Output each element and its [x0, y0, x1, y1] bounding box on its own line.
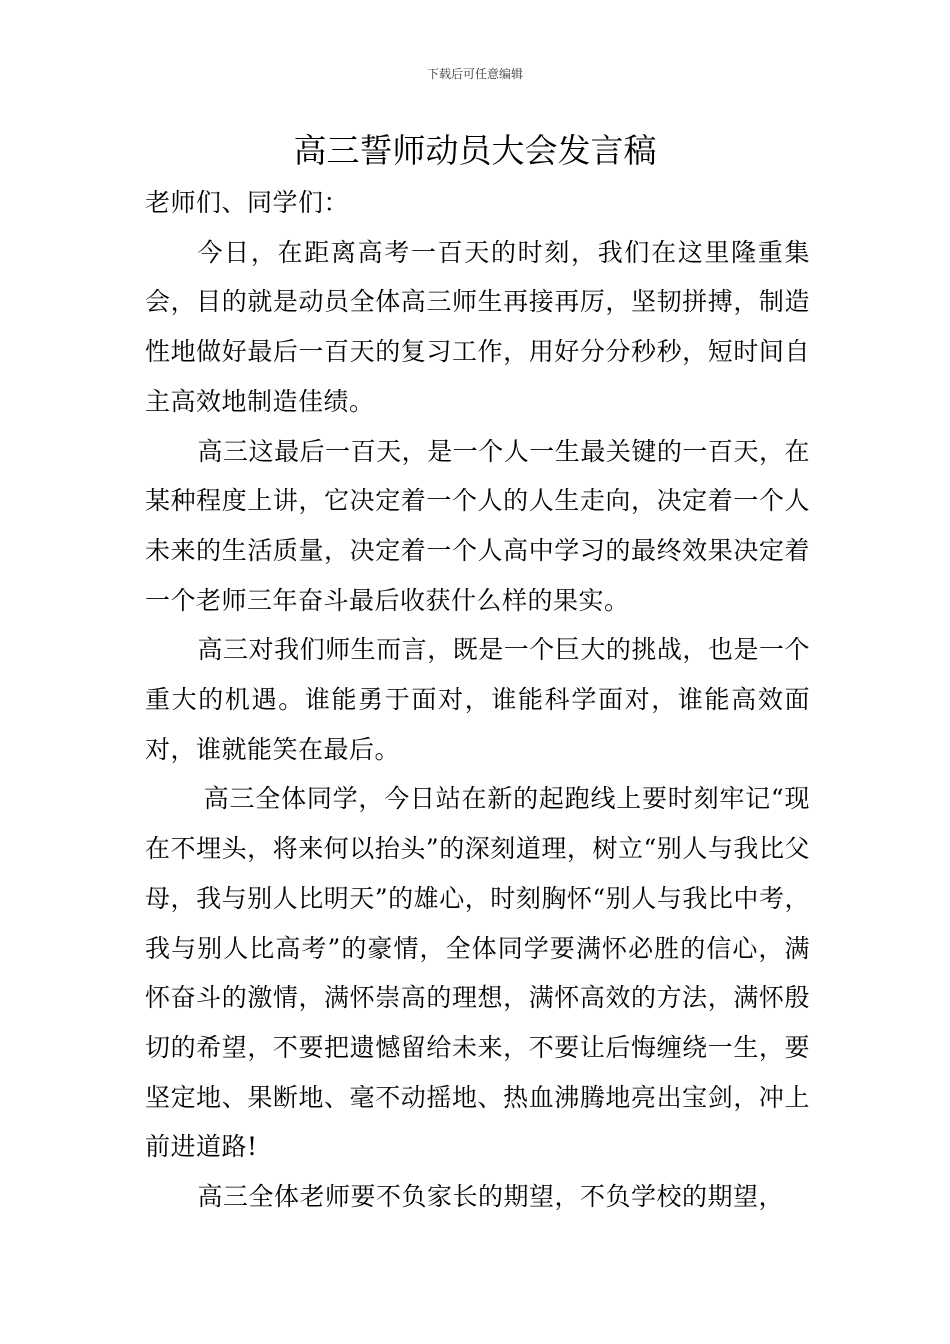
paragraph-4: 高三全体同学，今日站在新的起跑线上要时刻牢记“现在不埋头，将来何以抬头”的深刻道理，树立“别人与我比父母，我与别人比明天”的雄心，时刻胸怀“别人与我比中考，我与别人比高考”的豪情，全体同学要满怀必胜的信心，满怀奋斗的激情，满怀崇高的理想，满怀高效的方法，满怀殷切的希望，不要把遗憾留给未来，不要让后悔缠绕一生，要坚定地、果断地、毫不动摇地、热血沸腾地亮出宝剑，冲上前进道路! [145, 784, 810, 1162]
paragraph-3: 高三对我们师生而言，既是一个巨大的挑战，也是一个重大的机遇。谁能勇于面对，谁能科学面对，谁能高效面对，谁就能笑在最后。 [145, 635, 810, 764]
paragraph-2: 高三这最后一百天，是一个人一生最关键的一百天，在某种程度上讲，它决定着一个人的人生走向，决定着一个人未来的生活质量，决定着一个人高中学习的最终效果决定着一个老师三年奋斗最后收获什么样的果实。 [145, 436, 810, 615]
salutation: 老师们、同学们： [145, 188, 350, 217]
document-body [145, 178, 810, 1222]
header-note: 下载后可任意编辑 [426, 67, 523, 81]
paragraph-5: 高三全体老师要不负家长的期望，不负学校的期望， [197, 1182, 785, 1212]
paragraph-1: 今日，在距离高考一百天的时刻，我们在这里隆重集会，目的就是动员全体高三师生再接再厉，坚韧拼搏，制造性地做好最后一百天的复习工作，用好分分秒秒，短时间自主高效地制造佳绩。 [145, 237, 810, 416]
document-title: 高三誓师动员大会发言稿 [293, 131, 657, 170]
